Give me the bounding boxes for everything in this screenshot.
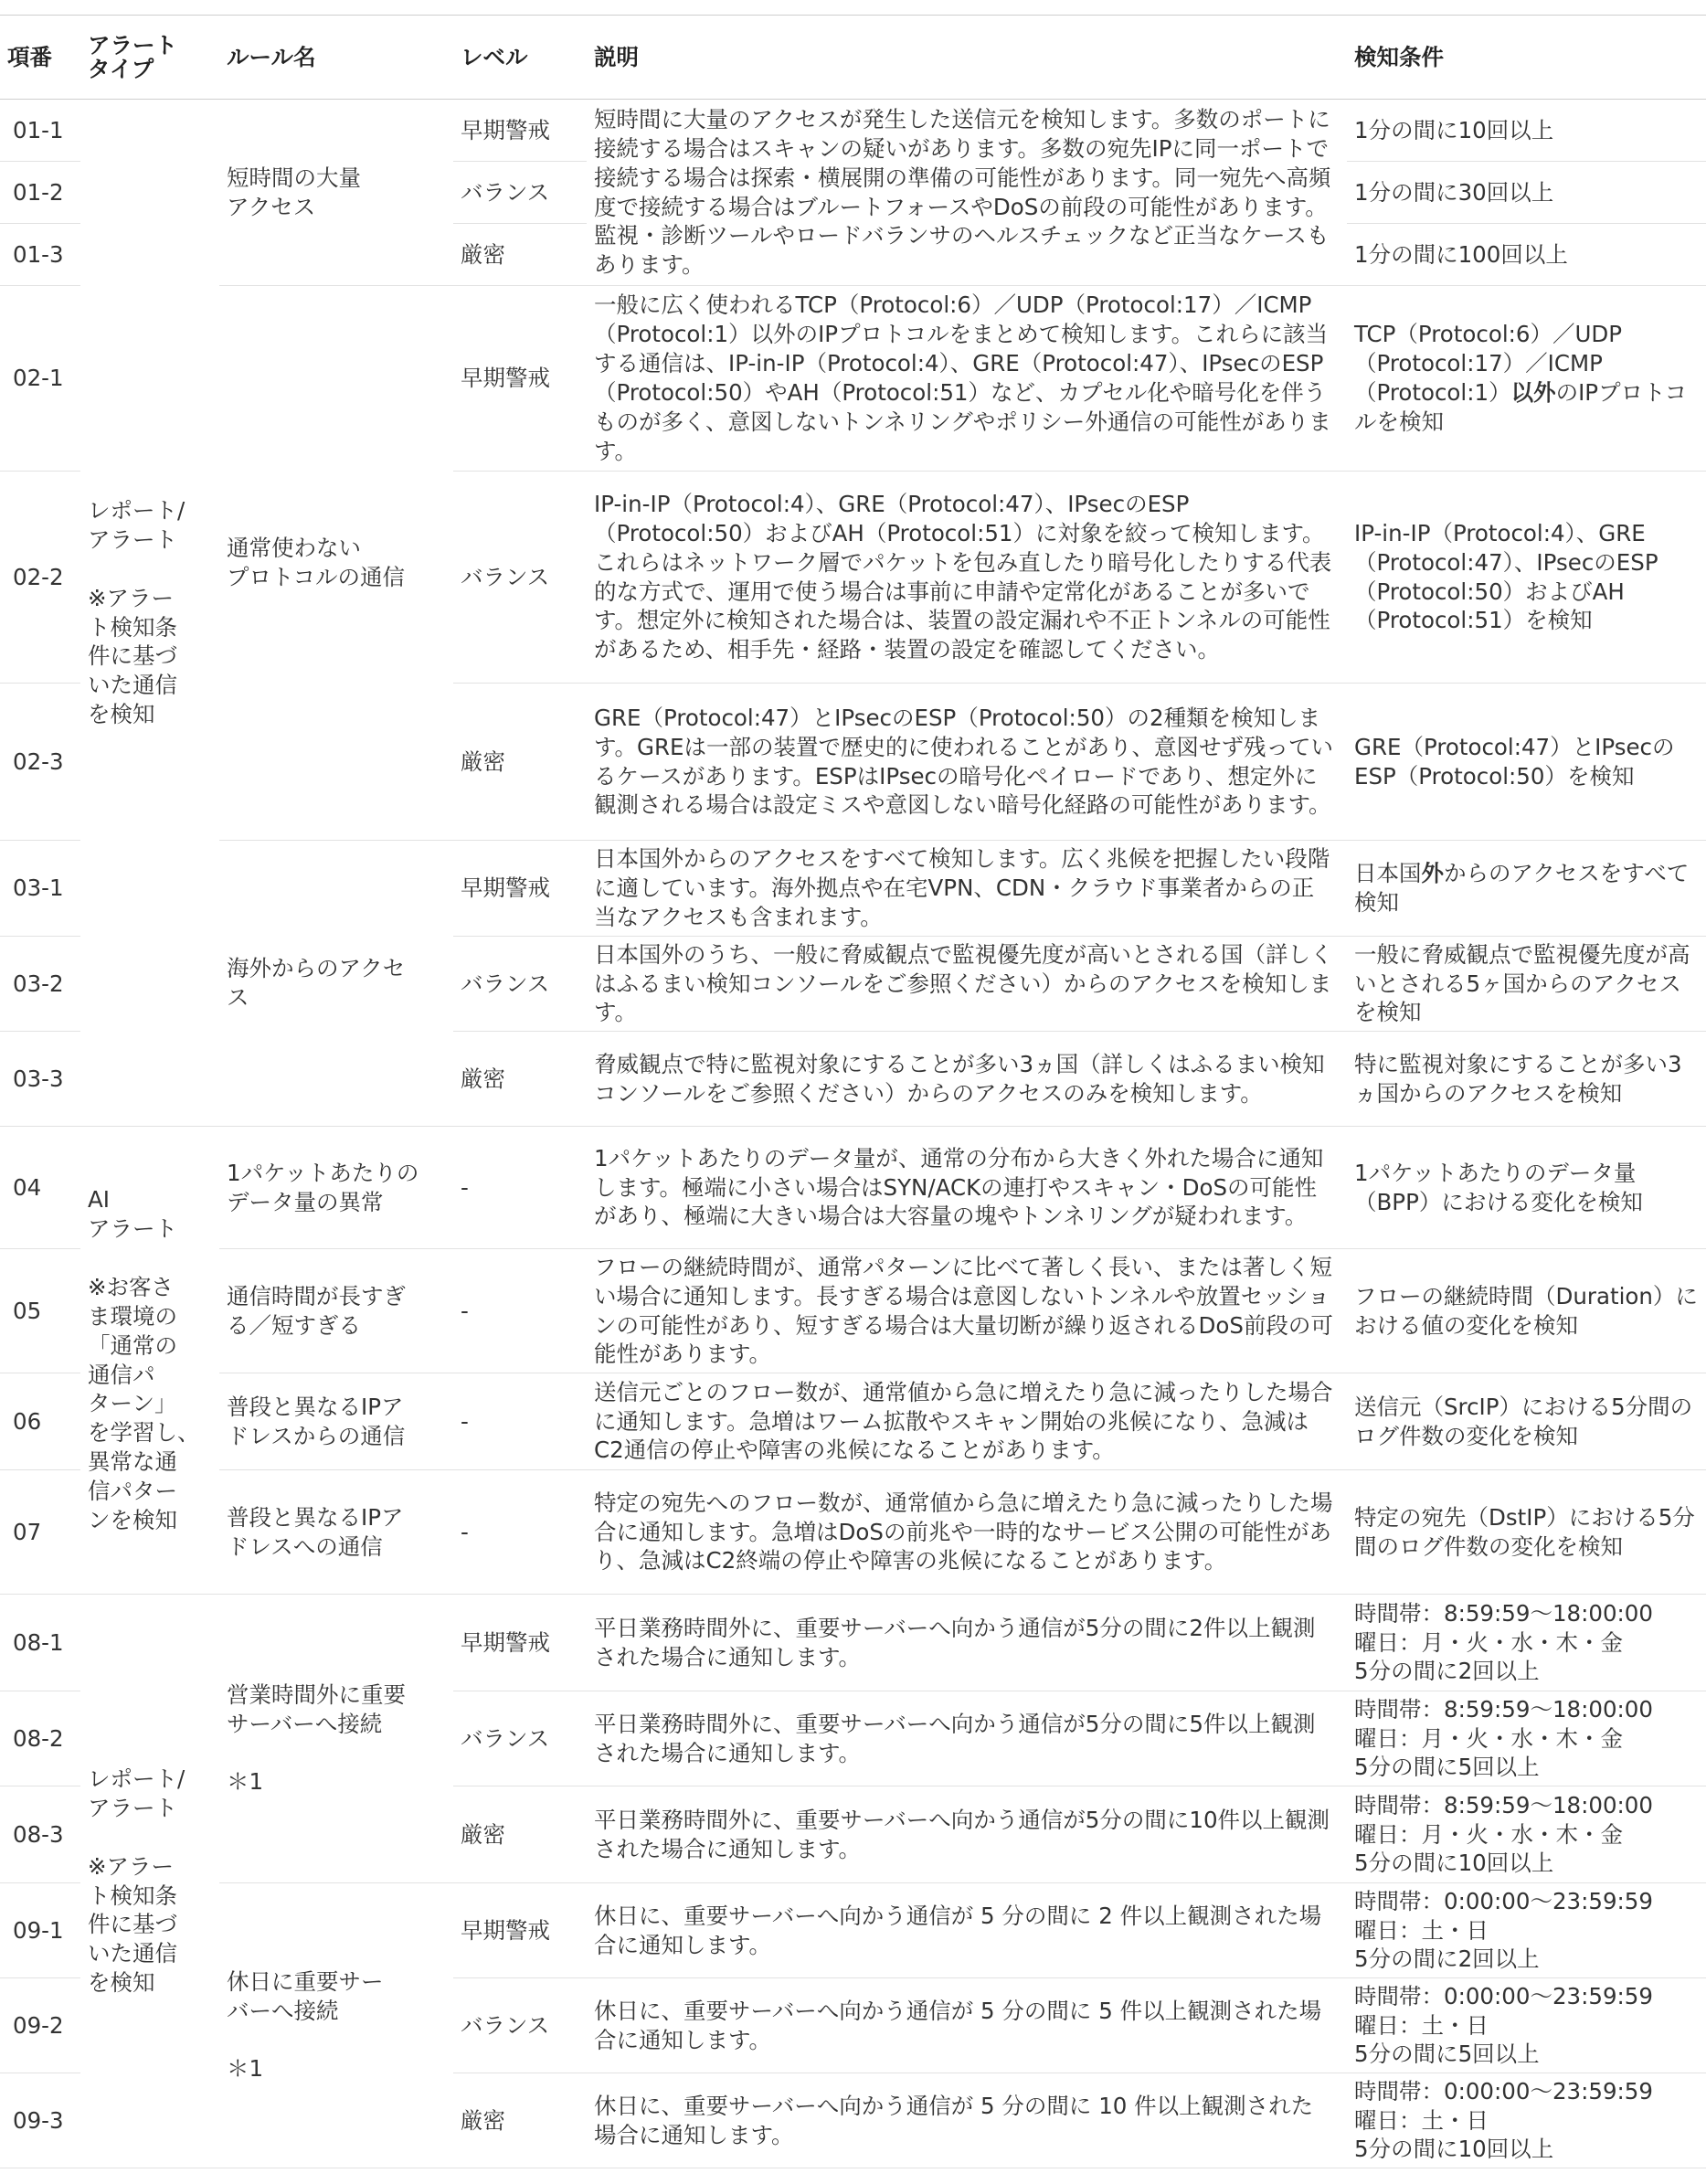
level: 厳密 xyxy=(453,1032,587,1127)
table-row xyxy=(0,1127,1706,1249)
item-number: 02-3 xyxy=(0,684,80,841)
detection-condition: GRE（Protocol:47）とIPsecのESP（Protocol:50）を検知 xyxy=(1347,684,1706,841)
description: 休日に、重要サーバーへ向かう通信が 5 分の間に 10 件以上観測された場合に通知します。 xyxy=(587,2073,1347,2168)
rule-name: 短時間の大量 アクセス xyxy=(219,100,453,286)
detection-condition: 時間帯：8:59:59～18:00:00 曜日：月・火・水・木・金 5分の間に2回以上 xyxy=(1347,1595,1706,1691)
description: 短時間に大量のアクセスが発生した送信元を検知します。多数のポートに接続する場合はスキャンの疑いがあります。多数の宛先IPに同一ポートで接続する場合は探索・横展開の準備の可能性があります。同一宛先へ高頻度で接続する場合はブルートフォースやDoSの前段の可能性があります。監視・診断ツールやロードバランサのヘルスチェックなど正当なケースもあります。 xyxy=(587,100,1347,286)
rule-name: 通信時間が長すぎ る／短すぎる xyxy=(219,1249,453,1373)
item-number: 04 xyxy=(0,1127,80,1249)
rule-name: 普段と異なるIPア ドレスへの通信 xyxy=(219,1470,453,1595)
description: 送信元ごとのフロー数が、通常値から急に増えたり急に減ったりした場合に通知します。急増はワーム拡散やスキャン開始の兆候になり、急減はC2通信の停止や障害の兆候になることがあります。 xyxy=(587,1373,1347,1470)
header-description: 説明 xyxy=(587,16,1347,100)
rule-name: 1パケットあたりの データ量の異常 xyxy=(219,1127,453,1249)
condition-text: のIPプロトコルを検知 xyxy=(1354,379,1688,435)
detection-condition: 送信元（SrcIP）における5分間のログ件数の変化を検知 xyxy=(1347,1373,1706,1470)
header-alert-type: アラート タイプ xyxy=(80,16,219,100)
header-rule-name: ルール名 xyxy=(219,16,453,100)
description: 1パケットあたりのデータ量が、通常の分布から大きく外れた場合に通知します。極端に小さい場合はSYN/ACKの連打やスキャン・DoSの可能性があり、極端に大きい場合は大容量の塊やトンネリングが疑われます。 xyxy=(587,1127,1347,1249)
item-number: 03-3 xyxy=(0,1032,80,1127)
level: 早期警戒 xyxy=(453,286,587,472)
description: 日本国外のうち、一般に脅威観点で監視優先度が高いとされる国（詳しくはふるまい検知コンソールをご参照ください）からのアクセスを検知します。 xyxy=(587,937,1347,1032)
detection-condition: 時間帯：0:00:00～23:59:59 曜日：土・日 5分の間に10回以上 xyxy=(1347,2073,1706,2168)
level: 厳密 xyxy=(453,684,587,841)
item-number: 02-1 xyxy=(0,286,80,472)
description: 一般に広く使われるTCP（Protocol:6）／UDP（Protocol:17）／ICMP（Protocol:1）以外のIPプロトコルをまとめて検知します。これらに該当する通信は、IP-in-IP（Protocol:4）、GRE（Protocol:47）、IPsecのESP（Protocol:50）やAH（Protocol:51）など、カプセル化や暗号化を伴うものが多く、意図しないトンネリングやポリシー外通信の可能性があります。 xyxy=(587,286,1347,472)
item-number: 09-2 xyxy=(0,1978,80,2073)
level: 厳密 xyxy=(453,2073,587,2168)
description: フローの継続時間が、通常パターンに比べて著しく長い、または著しく短い場合に通知します。長すぎる場合は意図しないトンネルや放置セッションの可能性があり、短すぎる場合は大量切断が繰り返されるDoS前段の可能性があります。 xyxy=(587,1249,1347,1373)
detection-condition: 1分の間に30回以上 xyxy=(1347,162,1706,224)
table-row xyxy=(0,1470,1706,1595)
item-number: 08-1 xyxy=(0,1595,80,1691)
detection-condition: 時間帯：0:00:00～23:59:59 曜日：土・日 5分の間に2回以上 xyxy=(1347,1883,1706,1978)
rule-name: 通常使わない プロトコルの通信 xyxy=(219,286,453,841)
detection-condition: フローの継続時間（Duration）における値の変化を検知 xyxy=(1347,1249,1706,1373)
detection-condition: 特に監視対象にすることが多い3ヵ国からのアクセスを検知 xyxy=(1347,1032,1706,1127)
item-number: 01-3 xyxy=(0,224,80,286)
description: 特定の宛先へのフロー数が、通常値から急に増えたり急に減ったりした場合に通知します。急増はDoSの前兆や一時的なサービス公開の可能性があり、急減はC2終端の停止や障害の兆候になることがあります。 xyxy=(587,1470,1347,1595)
description: 平日業務時間外に、重要サーバーへ向かう通信が5分の間に5件以上観測された場合に通知します。 xyxy=(587,1691,1347,1786)
detection-condition: 1パケットあたりのデータ量（BPP）における変化を検知 xyxy=(1347,1127,1706,1249)
item-number: 08-2 xyxy=(0,1691,80,1786)
description: 日本国外からのアクセスをすべて検知します。広く兆候を把握したい段階に適しています。海外拠点や在宅VPN、CDN・クラウド事業者からの正当なアクセスも含まれます。 xyxy=(587,841,1347,937)
table-header-row xyxy=(0,16,1706,100)
alert-type-report: レポート/ アラート ※アラー ト検知条 件に基づ いた通信 を検知 xyxy=(80,100,219,1127)
detection-condition: 時間帯：8:59:59～18:00:00 曜日：月・火・水・木・金 5分の間に5回以上 xyxy=(1347,1691,1706,1786)
level: 早期警戒 xyxy=(453,1883,587,1978)
item-number: 09-3 xyxy=(0,2073,80,2168)
condition-emphasis: 外 xyxy=(1421,860,1444,887)
condition-text: からのアクセスをすべて検知 xyxy=(1354,860,1690,916)
level: バランス xyxy=(453,1691,587,1786)
table-row xyxy=(0,1373,1706,1470)
level: 早期警戒 xyxy=(453,1595,587,1691)
detection-condition: 時間帯：0:00:00～23:59:59 曜日：土・日 5分の間に5回以上 xyxy=(1347,1978,1706,2073)
item-number: 05 xyxy=(0,1249,80,1373)
item-number: 01-1 xyxy=(0,100,80,162)
description: 平日業務時間外に、重要サーバーへ向かう通信が5分の間に2件以上観測された場合に通知します。 xyxy=(587,1595,1347,1691)
alert-rules-table xyxy=(0,15,1706,2168)
level: 厳密 xyxy=(453,1786,587,1883)
table-row xyxy=(0,1249,1706,1373)
description: 平日業務時間外に、重要サーバーへ向かう通信が5分の間に10件以上観測された場合に通知します。 xyxy=(587,1786,1347,1883)
level: - xyxy=(453,1470,587,1595)
detection-condition: 1分の間に100回以上 xyxy=(1347,224,1706,286)
alert-type-ai: AI アラート ※お客さ ま環境の 「通常の 通信パ ターン」 を学習し、 異常な通 信パター ンを検知 xyxy=(80,1127,219,1595)
level: 厳密 xyxy=(453,224,587,286)
description: 休日に、重要サーバーへ向かう通信が 5 分の間に 2 件以上観測された場合に通知します。 xyxy=(587,1883,1347,1978)
table-row xyxy=(0,841,1706,937)
rule-name: 海外からのアクセ ス xyxy=(219,841,453,1127)
level: バランス xyxy=(453,472,587,684)
detection-condition: IP-in-IP（Protocol:4）、GRE（Protocol:47）、IPsecのESP（Protocol:50）およびAH（Protocol:51）を検知 xyxy=(1347,472,1706,684)
alert-type-report: レポート/ アラート ※アラー ト検知条 件に基づ いた通信 を検知 xyxy=(80,1595,219,2168)
item-number: 07 xyxy=(0,1470,80,1595)
level: バランス xyxy=(453,937,587,1032)
level: 早期警戒 xyxy=(453,841,587,937)
header-detection-condition: 検知条件 xyxy=(1347,16,1706,100)
header-level: レベル xyxy=(453,16,587,100)
table-row xyxy=(0,1883,1706,1978)
item-number: 02-2 xyxy=(0,472,80,684)
detection-condition xyxy=(1347,841,1706,937)
item-number: 09-1 xyxy=(0,1883,80,1978)
description: IP-in-IP（Protocol:4）、GRE（Protocol:47）、IPsecのESP（Protocol:50）およびAH（Protocol:51）に対象を絞って検知します。これらはネットワーク層でパケットを包み直したり暗号化したりする代表的な方式で、運用で使う場合は事前に申請や定常化があることが多いです。想定外に検知された場合は、装置の設定漏れや不正トンネルの可能性があるため、相手先・経路・装置の設定を確認してください。 xyxy=(587,472,1347,684)
detection-condition: 時間帯：8:59:59～18:00:00 曜日：月・火・水・木・金 5分の間に10回以上 xyxy=(1347,1786,1706,1883)
rule-name: 営業時間外に重要 サーバーへ接続 ＊1 xyxy=(219,1595,453,1883)
description: 脅威観点で特に監視対象にすることが多い3ヵ国（詳しくはふるまい検知コンソールをご参照ください）からのアクセスのみを検知します。 xyxy=(587,1032,1347,1127)
level: 早期警戒 xyxy=(453,100,587,162)
level: - xyxy=(453,1249,587,1373)
rule-name: 休日に重要サー バーへ接続 ＊1 xyxy=(219,1883,453,2168)
detection-condition: 一般に脅威観点で監視優先度が高いとされる5ヶ国からのアクセスを検知 xyxy=(1347,937,1706,1032)
header-item-number: 項番 xyxy=(0,16,80,100)
condition-emphasis: 以外 xyxy=(1510,379,1556,406)
detection-condition xyxy=(1347,286,1706,472)
item-number: 03-2 xyxy=(0,937,80,1032)
detection-condition: 特定の宛先（DstIP）における5分間のログ件数の変化を検知 xyxy=(1347,1470,1706,1595)
rule-name: 普段と異なるIPア ドレスからの通信 xyxy=(219,1373,453,1470)
detection-condition: 1分の間に10回以上 xyxy=(1347,100,1706,162)
condition-text: 日本国 xyxy=(1354,860,1422,887)
item-number: 01-2 xyxy=(0,162,80,224)
description: GRE（Protocol:47）とIPsecのESP（Protocol:50）の2種類を検知します。GREは一部の装置で歴史的に使われることがあり、意図せず残っているケースがあります。ESPはIPsecの暗号化ペイロードであり、想定外に観測される場合は設定ミスや意図しない暗号化経路の可能性があります。 xyxy=(587,684,1347,841)
table-row xyxy=(0,100,1706,162)
level: - xyxy=(453,1373,587,1470)
table-row xyxy=(0,286,1706,472)
level: - xyxy=(453,1127,587,1249)
level: バランス xyxy=(453,1978,587,2073)
description: 休日に、重要サーバーへ向かう通信が 5 分の間に 5 件以上観測された場合に通知します。 xyxy=(587,1978,1347,2073)
level: バランス xyxy=(453,162,587,224)
item-number: 06 xyxy=(0,1373,80,1470)
table-row xyxy=(0,1595,1706,1691)
condition-text: TCP（Protocol:6）／UDP（Protocol:17）／ICMP（Protocol:1） xyxy=(1354,321,1623,406)
item-number: 03-1 xyxy=(0,841,80,937)
item-number: 08-3 xyxy=(0,1786,80,1883)
